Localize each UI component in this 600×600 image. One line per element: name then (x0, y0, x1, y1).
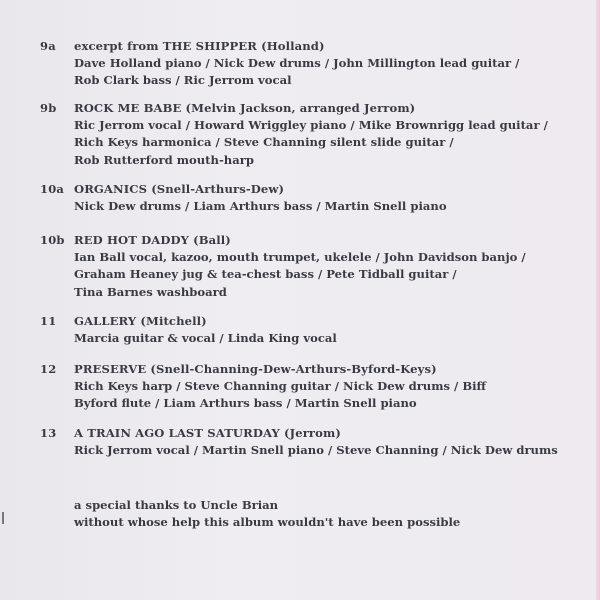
track-title: excerpt from THE SHIPPER (Holland) (74, 39, 325, 53)
track-title: GALLERY (Mitchell) (74, 314, 207, 328)
acknowledgement (74, 497, 460, 531)
track-credit-line: Dave Holland piano / Nick Dew drums / John Millington lead guitar / (74, 56, 520, 71)
track-title: ROCK ME BABE (Melvin Jackson, arranged Jerrom) (74, 101, 416, 115)
acknowledgement-line: without whose help this album wouldn't have been possible (74, 515, 461, 530)
track-title: PRESERVE (Snell-Channing-Dew-Arthurs-Byford-Keys) (74, 362, 437, 376)
track-credit-line: Rob Rutterford mouth-harp (74, 152, 254, 167)
track-number: 11 (40, 314, 57, 328)
track-credit-line: Graham Heaney jug & tea-chest bass / Pete Tidball guitar / (74, 267, 457, 282)
track-credits (74, 38, 519, 90)
track-title: RED HOT DADDY (Ball) (74, 233, 231, 247)
track-number: 12 (40, 362, 57, 376)
track-credits (74, 181, 447, 215)
track-number: 10b (40, 233, 65, 247)
binding-mark (2, 512, 4, 524)
track-credit-line: Ric Jerrom vocal / Howard Wriggley piano / Mike Brownrigg lead guitar / (74, 118, 548, 133)
track-credits (74, 100, 548, 169)
track-credit-line: Rick Jerrom vocal / Martin Snell piano / Steve Channing / Nick Dew drums (74, 443, 558, 458)
track-number: 9a (40, 39, 56, 53)
track-credits (74, 313, 337, 347)
track-credit-line: Marcia guitar & vocal / Linda King vocal (74, 331, 337, 346)
acknowledgement-line: a special thanks to Uncle Brian (74, 498, 279, 512)
track-credit-line: Ian Ball vocal, kazoo, mouth trumpet, ukelele / John Davidson banjo / (74, 250, 526, 265)
track-title: A TRAIN AGO LAST SATURDAY (Jerrom) (74, 426, 341, 440)
track-number: 13 (40, 426, 57, 440)
page-edge (596, 0, 600, 600)
track-number: 9b (40, 101, 57, 115)
track-credit-line: Tina Barnes washboard (74, 284, 227, 299)
track-credits (74, 425, 558, 459)
track-credit-line: Rob Clark bass / Ric Jerrom vocal (74, 73, 292, 88)
track-credit-line: Nick Dew drums / Liam Arthurs bass / Martin Snell piano (74, 199, 447, 214)
track-credits (74, 232, 526, 301)
track-credit-line: Byford flute / Liam Arthurs bass / Martin Snell piano (74, 396, 417, 411)
track-credits (74, 361, 486, 413)
track-number: 10a (40, 182, 65, 196)
track-credit-line: Rich Keys harp / Steve Channing guitar / Nick Dew drums / Biff (74, 379, 487, 394)
track-credit-line: Rich Keys harmonica / Steve Channing silent slide guitar / (74, 135, 454, 150)
track-title: ORGANICS (Snell-Arthurs-Dew) (74, 182, 285, 196)
